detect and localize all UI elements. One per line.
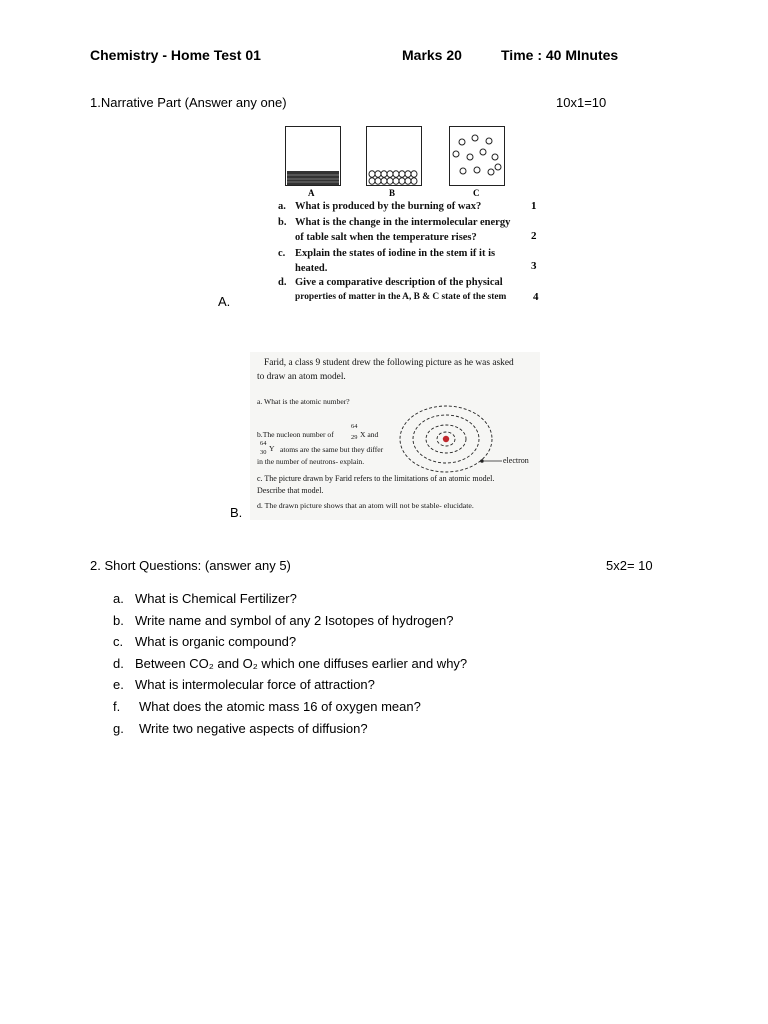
- fig-b-q-b-2: atoms are the same but they differ: [280, 445, 384, 454]
- box-b-label: B: [389, 188, 396, 198]
- liquid-particles-icon: [367, 127, 421, 185]
- fig-a-q-a: What is produced by the burning of wax?: [295, 201, 482, 212]
- fig-a-q-d-marks: 4: [533, 291, 539, 303]
- fig-b-q-c-2: Describe that model.: [257, 486, 324, 495]
- box-a-solid: [285, 126, 341, 186]
- fig-a-q-d-2: properties of matter in the A, B & C state of the stem: [295, 292, 507, 302]
- fig-b-q-b-3: in the number of neutrons- explain.: [257, 457, 365, 466]
- list-item: d. Between CO₂ and O₂ which one diffuses earlier and why?: [113, 655, 468, 671]
- fig-a-q-c-2: heated.: [295, 263, 328, 274]
- fig-b-q-d: d. The drawn picture shows that an atom will not be stable- elucidate.: [257, 501, 474, 510]
- fig-a-q-d: Give a comparative description of the physical: [295, 277, 503, 288]
- box-a-label: A: [308, 188, 315, 198]
- fig-b-y-num: 30: [260, 449, 267, 456]
- option-a-label: A.: [218, 294, 231, 309]
- fig-b-q-a: a. What is the atomic number?: [257, 397, 350, 406]
- option-b-label: B.: [230, 505, 243, 520]
- fig-a-q-b-marks: 2: [531, 230, 537, 242]
- fig-b-q-b-1: b.The nucleon number of: [257, 430, 334, 439]
- fig-a-q-b: What is the change in the intermolecular energy: [295, 217, 511, 228]
- fig-a-q-a-letter: a.: [278, 201, 286, 212]
- total-marks: Marks 20: [402, 47, 462, 63]
- box-b-liquid: [366, 126, 422, 186]
- list-item: a. What is Chemical Fertilizer?: [113, 591, 297, 606]
- fig-b-y-mass: 64: [260, 440, 267, 447]
- fig-b-intro-1: Farid, a class 9 student drew the following picture as he was asked: [264, 358, 514, 368]
- fig-a-q-c-marks: 3: [531, 260, 537, 272]
- fig-a-q-b-2: of table salt when the temperature rises?: [295, 232, 477, 243]
- fig-a-q-b-letter: b.: [278, 217, 287, 228]
- figure-b-atom-model: [250, 352, 540, 520]
- figure-a-states-of-matter: [276, 122, 542, 312]
- atom-orbit-diagram: [398, 399, 508, 479]
- short-questions-list: [113, 588, 467, 739]
- narrative-marks: 10x1=10: [556, 95, 607, 110]
- list-item: b. Write name and symbol of any 2 Isotopes of hydrogen?: [113, 612, 454, 628]
- fig-b-x-num: 29: [351, 434, 358, 441]
- fig-b-q-c-1: c. The picture drawn by Farid refers to the limitations of an atomic model.: [257, 474, 495, 483]
- box-c-gas: [449, 126, 505, 186]
- box-c-label: C: [473, 188, 480, 198]
- test-title: Chemistry - Home Test 01: [90, 47, 261, 63]
- narrative-heading: 1.Narrative Part (Answer any one): [90, 95, 287, 110]
- fig-b-intro-2: to draw an atom model.: [257, 372, 346, 382]
- list-item: e. What is intermolecular force of attraction?: [113, 677, 375, 693]
- fig-a-q-d-letter: d.: [278, 277, 287, 288]
- fig-a-q-c: Explain the states of iodine in the stem if it is: [295, 248, 496, 259]
- solid-particles-icon: [286, 127, 340, 185]
- list-item: g. Write two negative aspects of diffusion?: [113, 720, 368, 736]
- fig-b-y: Y: [269, 444, 275, 453]
- list-item: c. What is organic compound?: [113, 634, 297, 650]
- fig-a-q-c-letter: c.: [278, 248, 286, 259]
- fig-b-x: X and: [360, 430, 379, 439]
- list-item: f. What does the atomic mass 16 of oxygen mean?: [113, 698, 421, 714]
- electron-label: electron: [503, 456, 529, 465]
- fig-a-q-a-marks: 1: [531, 200, 537, 212]
- short-questions-heading: 2. Short Questions: (answer any 5): [90, 558, 291, 573]
- fig-b-x-mass: 64: [351, 423, 358, 430]
- gas-particles-icon: [450, 127, 504, 185]
- time-limit: Time : 40 MInutes: [501, 47, 619, 63]
- short-questions-marks: 5x2= 10: [606, 558, 653, 573]
